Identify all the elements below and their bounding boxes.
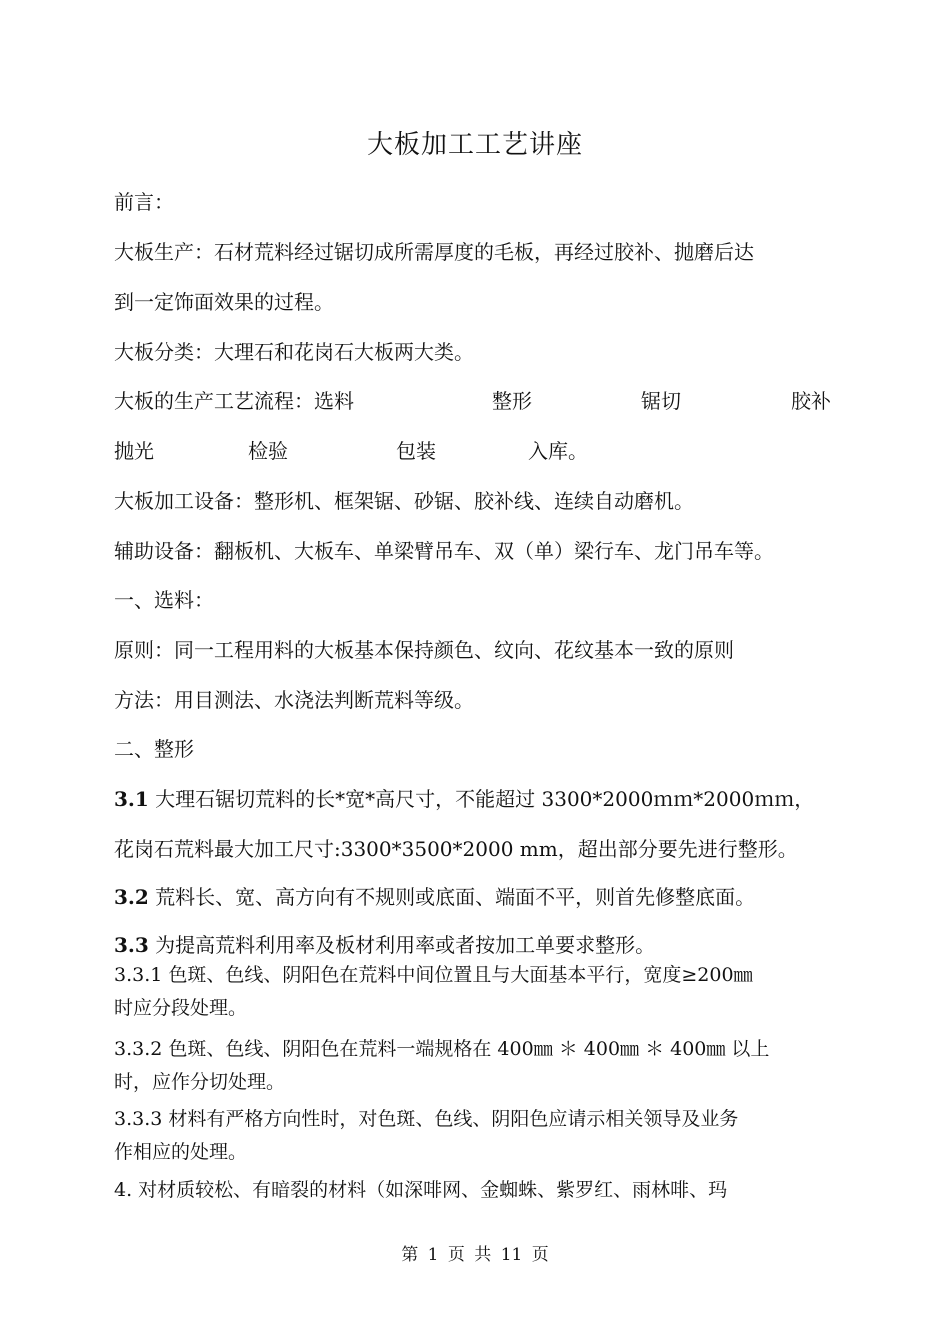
method-text: 方法：用目测法、水浇法判断荒料等级。 [114,688,474,712]
classification-text: 大板分类：大理石和花岗石大板两大类。 [114,340,474,364]
item-3-3-3-line-1: 3.3.3 材料有严格方向性时，对色斑、色线、阴阳色应请示相关领导及业务 [114,1108,739,1130]
section-heading-selection: 一、选料： [114,588,214,612]
process-flow-label: 大板的生产工艺流程：选料 [114,389,354,413]
item-text: 为提高荒料利用率及板材利用率或者按加工单要求整形。 [148,933,656,957]
process-flow-row-1 [114,385,840,415]
auxiliary-equipment-text: 辅助设备：翻板机、大板车、单梁臂吊车、双（单）梁行车、龙门吊车等。 [114,539,774,563]
process-flow-step: 整形 [492,389,532,413]
document-title: 大板加工工艺讲座 [366,130,583,160]
item-3-3-2-line-2: 时，应作分切处理。 [114,1071,286,1093]
item-number: 3.1 [114,787,149,811]
process-flow-step: 包装 [396,439,436,463]
principle-text: 原则：同一工程用料的大板基本保持颜色、纹向、花纹基本一致的原则 [114,638,734,662]
process-flow-step: 胶补 [791,389,831,413]
page-footer: 第 1 页 共 11 页 [401,1245,549,1265]
process-flow-step: 抛光 [114,439,154,463]
item-3-3-1-line-2: 时应分段处理。 [114,997,248,1019]
process-flow-row-2 [114,435,840,465]
production-definition-line-2: 到一定饰面效果的过程。 [114,290,334,314]
item-text: 大理石锯切荒料的长*宽*高尺寸，不能超过 3300*2000ｍｍ*2000ｍｍ， [148,787,815,811]
equipment-text: 大板加工设备：整形机、框架锯、砂锯、胶补线、连续自动磨机。 [114,489,694,513]
process-flow-step: 入库。 [528,439,588,463]
item-number: 3.3 [114,933,149,957]
item-3-3-2-line-1: 3.3.2 色斑、色线、阴阳色在荒料一端规格在 400㎜ ＊ 400㎜ ＊ 400㎜ 以上 [114,1038,770,1060]
section-heading-shaping: 二、整形 [114,737,194,761]
process-flow-step: 检验 [248,439,288,463]
item-4-line-1: 4. 对材质较松、有暗裂的材料（如深啡网、金蜘蛛、紫罗红、雨林啡、玛 [114,1179,728,1201]
item-3-1-line-2: 花岗石荒料最大加工尺寸:3300*3500*2000 mm，超出部分要先进行整形。 [114,837,798,861]
item-number: 3.2 [114,885,149,909]
item-text: 荒料长、宽、高方向有不规则或底面、端面不平，则首先修整底面。 [148,885,756,909]
production-definition-line-1: 大板生产：石材荒料经过锯切成所需厚度的毛板，再经过胶补、抛磨后达 [114,240,754,264]
item-3-1-line-1 [114,783,840,812]
process-flow-step: 锯切 [641,389,681,413]
item-3-3 [114,929,840,958]
preface-heading: 前言： [114,190,174,214]
item-3-2 [114,881,840,910]
item-3-3-3-line-2: 作相应的处理。 [114,1141,248,1163]
item-3-3-1-line-1: 3.3.1 色斑、色线、阴阳色在荒料中间位置且与大面基本平行，宽度≥200㎜ [114,964,753,986]
